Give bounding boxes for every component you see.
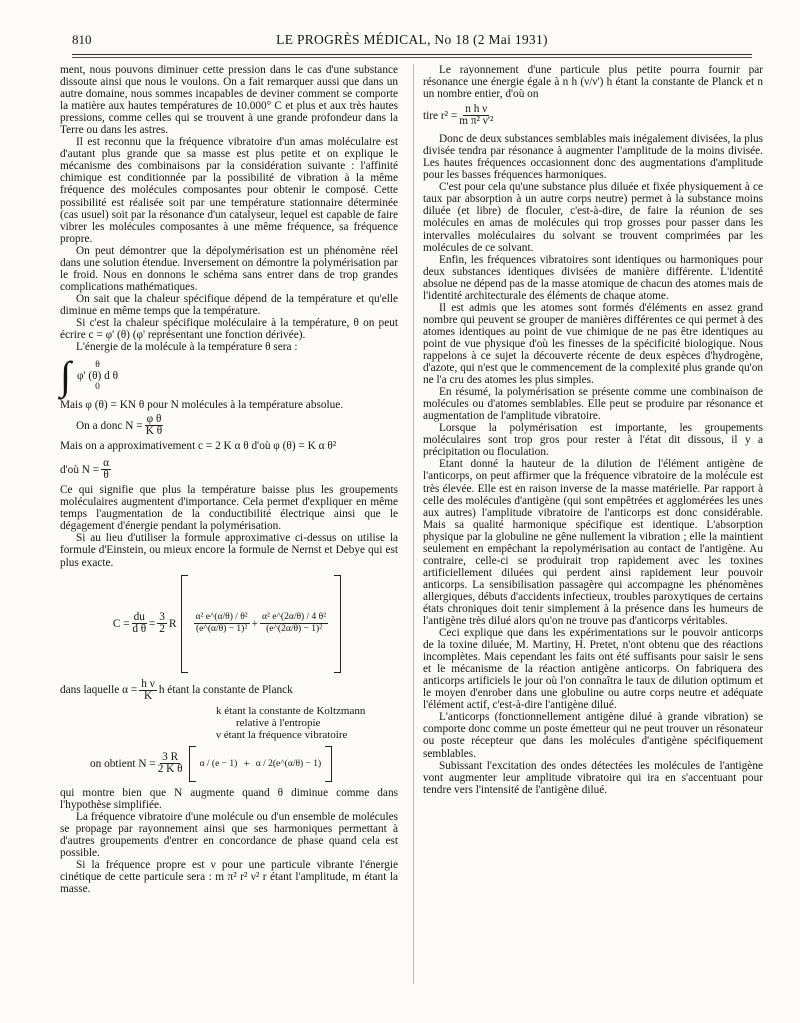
fraction-denominator: θ <box>103 469 109 482</box>
equation-lhs: on obtient N = <box>90 757 156 770</box>
running-head: LE PROGRÈS MÉDICAL, No 18 (2 Mai 1931) <box>276 32 548 47</box>
paragraph: Le rayonnement d'une particule plus petite pourra fournir par résonance une énergie égale à n h (ν/ν') h étant la constante de Planck et n un nombre entier, d'où on <box>423 64 763 101</box>
fraction-denominator: m π² ν'² <box>459 115 494 128</box>
definition-line: ν étant la fréquence vibratoire <box>216 728 348 741</box>
integral-upper: θ <box>95 359 100 370</box>
fraction-numerator: α² e^(α/θ) / θ² <box>195 612 248 623</box>
integral-body: φ' (θ) d θ <box>76 369 118 382</box>
header-rule <box>72 54 752 55</box>
integral-sign: ∫ <box>60 353 71 399</box>
fraction-numerator: n h ν <box>465 103 488 116</box>
paragraph: La fréquence vibratoire d'une molécule ou d'un ensemble de molécules se propage par rayonnement ainsi que ses harmoniques permettant à d'autres groupements d'entrer en concordance de phase quand cela est possible. <box>60 810 398 859</box>
fraction-numerator: h ν <box>141 677 155 690</box>
paragraph: En résumé, la polymérisation se présente comme une combinaison de molécules ou d'atomes semblables. Elle peut se produire par résonance et augmentation de l'amplitude vibratoire. <box>423 386 763 423</box>
paragraph: Si la fréquence propre est ν pour une particule vibrante l'énergie cinétique de cette particule sera : m π² r² ν² r étant l'amplitude, m étant la masse. <box>60 858 398 896</box>
paragraph: Enfin, les fréquences vibratoires sont identiques ou harmoniques pour deux substances identiques divisées de manière différente. L'identité absolue ne dépend pas de la masse atomique de chacun des atomes mais de l'identité architecturale des éléments de chaque atome. <box>423 253 763 302</box>
equation-lhs: d'où N = <box>60 463 100 476</box>
paragraph: L'énergie de la molécule à la température θ sera : <box>76 341 298 354</box>
fraction-denominator: K θ <box>145 425 163 438</box>
paragraph: Ce qui signifie que plus la température baisse plus les groupements moléculaires augmentent d'importance. Cela permet d'expliquer en même temps l'augmentation de la conductibilité électrique ainsi que le dégagement d'énergie pendant la polymérisation. <box>60 484 398 533</box>
fraction-denominator: K <box>143 689 153 702</box>
fraction <box>157 612 167 635</box>
page-number: 810 <box>72 32 92 47</box>
equation-lhs: On a donc N = <box>76 419 143 432</box>
integral-lower: 0 <box>95 381 100 392</box>
paragraph: Si c'est la chaleur spécifique moléculaire à la température, θ on peut écrire c = φ' (θ) (φ' représentant une fonction dérivée). <box>60 316 398 342</box>
fraction <box>260 612 328 635</box>
fraction-numerator: α <box>103 457 110 470</box>
definition-line: k étant la constante de Koltzmann <box>216 704 366 717</box>
paragraph: ment, nous pouvons diminuer cette pression dans le cas d'une substance dissoute ainsi que nous le voulons. On a fait remarquer aussi que dans un autre domaine, nous sommes incapables de deviner comment se comporte la matière aux hautes températures de 10.000° C et plus et aux très hautes pressions, comme celles qui se trouvent à une grande profondeur dans la Terre ou dans les astres. <box>60 64 398 137</box>
equation-lhs: C = <box>112 617 130 630</box>
bracket-right <box>334 575 341 673</box>
fraction-numerator: du <box>133 611 145 624</box>
fraction-denominator: 2 <box>159 623 165 636</box>
fraction-numerator: α² e^(2α/θ) / 4 θ² <box>262 612 327 623</box>
fraction-denominator: 2 K θ <box>157 763 183 776</box>
constant-R: R <box>168 617 177 630</box>
term: α / (e − 1) <box>199 758 238 769</box>
fraction-denominator: (e^(2α/θ) − 1)² <box>266 624 323 635</box>
equation-lhs: tire r² = <box>423 109 458 122</box>
fraction-numerator: 3 <box>159 611 165 624</box>
paragraph: Si au lieu d'utiliser la formule approximative ci-dessus on utilise la formule d'Einstein, ou mieux encore la formule de Nernst et Debye qui est plus exacte. <box>60 532 398 569</box>
paragraph: Il est reconnu que la fréquence vibratoire d'un amas moléculaire est d'autant plus grande que sa masse est plus petite et on explique le mécanisme des combinaisons par la considération suivante : l'affinité chimique est conditionnée par la possibilité de vibration à la même fréquence des molécules composantes pour obtenir le composé. Cette possibilité est réalisée soit par une température stationnaire déterminée (cas usuel) soit par la résonance d'un catalyseur, lequel est capable de faire vibrer les molécules composantes à une même fréquence, sa fréquence propre. <box>60 136 398 245</box>
fraction <box>139 679 157 702</box>
integral-equation <box>60 353 398 399</box>
paragraph: Mais φ (θ) = KN θ pour N molécules à la température absolue. <box>60 399 344 412</box>
fraction <box>132 612 147 635</box>
paragraph: Donc de deux substances semblables mais inégalement divisées, la plus divisée tendra par résonance à augmenter l'amplitude de la moins divisée. Les hautes fréquences occasionnent donc des augmentations d'amplitude pour les basses fréquences harmoniques. <box>423 133 763 182</box>
fraction-numerator: 3 R <box>162 751 179 764</box>
paragraph: Ceci explique que dans les expérimentations sur le pouvoir anticorps de la toxine diluée, M. Martiny, H. Pretet, n'ont obtenu que des réactions incomplètes. Mais cependant les faits ont été suffisants pour saisir le sens et le mécanisme de la réaction antigène anticorps. On fabriquera des anticorps artificiels le jour où l'on connaîtra le taux de dilution optimum et le moyen d'enrober dans une globuline ou autre corps neutre et adéquate l'élément actif, c'est-à-dire l'antigène dilué. <box>423 627 763 712</box>
plus-sign: + <box>251 617 259 630</box>
equals-sign: = <box>148 617 156 630</box>
equation-C <box>60 575 398 673</box>
paragraph: Mais on a approximativement c = 2 K α θ d'où φ (θ) = K α θ² <box>60 440 337 453</box>
fraction <box>194 612 250 635</box>
paragraph: Lorsque la polymérisation est importante, les groupements moléculaires sont trop gros pour rester à l'état dit dissous, il y a précipitation ou floculation. <box>423 422 763 459</box>
equation-N2 <box>60 746 398 782</box>
paragraph: L'anticorps (fonctionnellement antigène dilué à grande vibration) se comporte donc comme un poste émetteur qui ne peut trouver un résonateur ou poste récepteur que dans les molécules d'antigène spécifiquement semblables. <box>423 711 763 760</box>
fraction <box>459 104 493 127</box>
left-column <box>60 64 398 895</box>
paragraph: On peut démontrer que la dépolymérisation est un phénomène réel dans une solution étendue. Inversement on démontre la polymérisation par le froid. Nous en donnons le schéma sans entrer dans de trop grandes complications mathématiques. <box>60 244 398 293</box>
bracket-left <box>181 575 188 673</box>
fraction <box>101 458 111 481</box>
bracket-right <box>325 746 332 782</box>
fraction <box>158 752 183 775</box>
equation-N <box>60 414 398 437</box>
term: α / 2(e^(α/θ) − 1) <box>255 758 322 769</box>
header-rule-double <box>72 57 752 58</box>
bracket-left <box>189 746 196 782</box>
equation-N-alpha <box>60 458 398 481</box>
equation-lhs: dans laquelle α = <box>60 684 138 697</box>
plus-sign: + <box>243 757 250 770</box>
fraction-denominator: d θ <box>132 623 147 636</box>
right-column <box>423 64 763 796</box>
paragraph: C'est pour cela qu'une substance plus diluée et fixée physiquement à ce taux par absorption à un autre corps neutre) permet à la substance moins diluée (et libre) de floculer, c'est-à-dire, de faire la réunion de ses molécules en amas de molécules qui trop grosses pour passer dans les intervalles moléculaires du solvant se trouvent comprimées par les molécules de ce solvant. <box>423 181 763 254</box>
paragraph: Subissant l'excitation des ondes détectées les molécules de l'antigène vont augmenter leur amplitude vibratoire qui ira en s'accentuant pour tendre vers l'intensité de l'antigène dilué. <box>423 759 763 796</box>
fraction-numerator: φ θ <box>146 413 162 426</box>
alpha-definition <box>60 679 398 702</box>
paragraph: Il est admis que les atomes sont formés d'éléments en assez grand nombre qui peuvent se grouper de manières différentes ce qui permet à des atomes identiques au point de vue chimique de ne pas être identiques au point de vue physique d'où les finesses de la spécificité biologique. Nous rappelons à ce sujet la découverte récente de deux espèces d'hydrogène, d'azote, qui n'est que le commencement de la complexité plus grande qu'on ne l'a cru des atomes les plus simples. <box>423 301 763 387</box>
definition-text: h étant la constante de Planck <box>158 684 293 697</box>
equation-r <box>423 104 763 127</box>
paragraph: Etant donné la hauteur de la dilution de l'élément antigène de l'anticorps, on peut affirmer que la fréquence vibratoire de la molécule est très élevée. Elle est en raison inverse de la masse matérielle. Par rapport à celle des molécules d'antigène (qui sont empêtrées et agglomérées les unes aux autres) l'amplitude vibratoire de l'anticorps est donc considérable. Mais sa qualité harmonique spécifique est identique. L'absorption physique par la globuline ne gêne nullement la vibration ; elle la maintient seulement en empêchant la repolymérisation au contact de l'antigène. Au contraire, celle-ci se produirait trop rapidement avec les toxines artificiellement diluées qui perdent ainsi rapidement leur pouvoir anticorps. La sensibilisation passagère qui accompagne les phénomènes allergiques, débuts d'accidents infectieux, troubles paroxytiques de certains états chroniques doit tenir simplement à la présence dans les humeurs de l'antigène très dilué alors qu'on ne trouve pas d'anticorps véritables. <box>423 458 763 628</box>
fraction <box>145 414 164 437</box>
fraction-denominator: (e^(α/θ) − 1)² <box>195 624 248 635</box>
page-header <box>72 30 752 50</box>
paragraph: qui montre bien que N augmente quand θ diminue comme dans l'hypothèse simplifiée. <box>60 786 398 811</box>
definition-line: relative à l'entropie <box>236 716 321 729</box>
column-divider <box>413 64 414 984</box>
paragraph: On sait que la chaleur spécifique dépend de la température et qu'elle diminue en même temps que la température. <box>60 292 398 317</box>
